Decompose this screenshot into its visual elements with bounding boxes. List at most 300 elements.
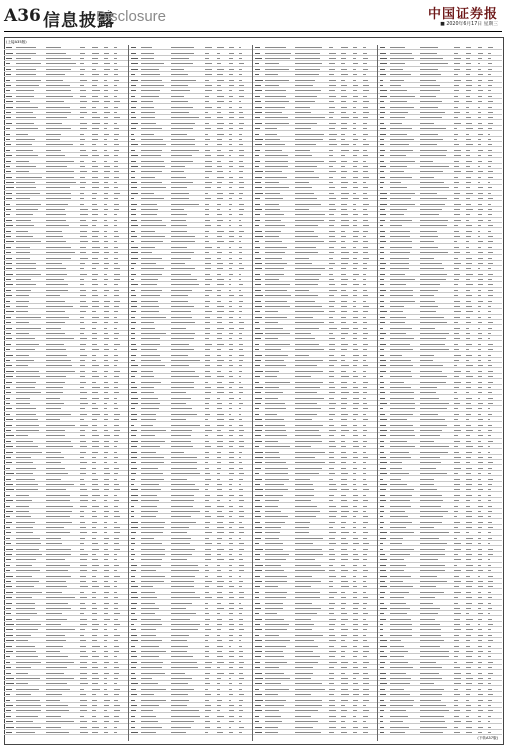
table-cell-text — [420, 662, 436, 663]
table-cell-text — [454, 716, 460, 717]
table-cell-text — [420, 117, 442, 118]
table-cell-text — [80, 646, 86, 647]
table-cell-text — [205, 592, 210, 593]
table-cell-text — [80, 446, 87, 447]
table-cell-text — [141, 301, 159, 302]
table-cell-text — [255, 484, 260, 485]
table-cell-text — [92, 576, 96, 577]
table-cell-text — [380, 581, 385, 582]
table-cell-text — [239, 144, 244, 145]
table-cell-text — [329, 597, 334, 598]
table-cell-text — [92, 247, 100, 248]
table-cell-text — [229, 721, 235, 722]
table-cell-text — [46, 161, 74, 162]
table-cell-text — [454, 635, 459, 636]
table-cell-text — [16, 538, 40, 539]
table-cell-text — [229, 716, 234, 717]
table-cell-text — [217, 576, 223, 577]
table-cell-text — [488, 500, 491, 501]
table-cell-text — [466, 80, 473, 81]
table-cell-text — [114, 279, 120, 280]
table-cell-text — [265, 538, 279, 539]
table-cell-text — [329, 58, 336, 59]
table-cell-text — [353, 624, 358, 625]
table-cell-text — [478, 565, 482, 566]
table-cell-text — [329, 516, 336, 517]
table-cell-text — [80, 629, 85, 630]
table-cell-text — [380, 689, 386, 690]
table-cell-text — [104, 673, 109, 674]
table-cell-text — [488, 538, 493, 539]
table-cell-text — [488, 597, 493, 598]
table-cell-text — [454, 258, 458, 259]
table-cell-text — [239, 231, 245, 232]
table-cell-text — [454, 673, 462, 674]
table-cell-text — [255, 333, 263, 334]
table-cell-text — [131, 209, 137, 210]
table-cell-text — [114, 171, 119, 172]
table-cell-text — [141, 619, 162, 620]
table-cell-text — [466, 90, 472, 91]
table-cell-text — [466, 166, 470, 167]
table-cell-text — [239, 727, 245, 728]
table-cell-text — [80, 74, 84, 75]
table-cell-text — [255, 128, 260, 129]
table-cell-text — [217, 468, 221, 469]
table-cell-text — [46, 101, 64, 102]
table-cell-text — [466, 139, 472, 140]
table-cell-text — [92, 252, 99, 253]
table-cell-text — [114, 667, 119, 668]
table-cell-text — [92, 629, 98, 630]
table-cell-text — [80, 85, 84, 86]
table-cell-text — [80, 360, 85, 361]
table-cell-text — [255, 710, 262, 711]
table-cell-text — [466, 667, 471, 668]
table-cell-text — [16, 274, 41, 275]
table-cell-text — [141, 187, 167, 188]
table-cell-text — [363, 425, 366, 426]
table-cell-text — [454, 592, 462, 593]
table-cell-text — [488, 225, 493, 226]
table-cell-text — [265, 139, 280, 140]
table-cell-text — [6, 516, 10, 517]
table-cell-text — [295, 274, 321, 275]
table-cell-text — [363, 721, 366, 722]
table-cell-text — [454, 376, 459, 377]
table-cell-text — [141, 721, 158, 722]
table-cell-text — [295, 80, 315, 81]
table-cell-text — [478, 328, 481, 329]
table-cell-text — [229, 63, 233, 64]
table-cell-text — [114, 328, 117, 329]
table-cell-text — [420, 290, 438, 291]
table-cell-text — [255, 344, 259, 345]
table-cell-text — [295, 425, 323, 426]
table-cell-text — [341, 209, 347, 210]
table-cell-text — [255, 177, 262, 178]
table-cell-text — [114, 182, 117, 183]
table-cell-text — [329, 80, 336, 81]
table-cell-text — [466, 247, 470, 248]
table-cell-text — [141, 430, 166, 431]
table-cell-text — [454, 177, 459, 178]
table-cell-text — [390, 624, 413, 625]
table-cell-text — [114, 586, 117, 587]
table-cell-text — [478, 435, 484, 436]
table-cell-text — [295, 473, 319, 474]
table-cell-text — [171, 581, 195, 582]
table-cell-text — [92, 662, 97, 663]
table-cell-text — [217, 247, 221, 248]
table-cell-text — [380, 150, 386, 151]
table-cell-text — [92, 651, 96, 652]
table-cell-text — [255, 284, 261, 285]
table-cell-text — [131, 317, 135, 318]
table-cell-text — [6, 344, 11, 345]
table-cell-text — [217, 333, 222, 334]
table-cell-text — [46, 139, 60, 140]
table-cell-text — [265, 258, 282, 259]
table-cell-text — [80, 522, 85, 523]
table-cell-text — [239, 586, 243, 587]
table-cell-text — [229, 468, 234, 469]
table-cell-text — [420, 311, 436, 312]
table-cell-text — [265, 123, 289, 124]
table-cell-text — [205, 117, 211, 118]
table-cell-text — [255, 69, 260, 70]
table-cell-text — [141, 608, 159, 609]
table-cell-text — [466, 468, 472, 469]
table-cell-text — [329, 484, 336, 485]
table-cell-text — [390, 338, 415, 339]
table-cell-text — [380, 489, 387, 490]
table-cell-text — [295, 252, 318, 253]
table-cell-text — [380, 640, 387, 641]
table-cell-text — [363, 198, 368, 199]
table-cell-text — [454, 597, 458, 598]
table-cell-text — [353, 306, 356, 307]
table-cell-text — [114, 241, 117, 242]
table-cell-text — [454, 559, 462, 560]
table-cell-text — [131, 274, 136, 275]
table-cell-text — [141, 387, 154, 388]
table-cell-text — [171, 419, 186, 420]
table-cell-text — [141, 117, 156, 118]
table-cell-text — [131, 705, 137, 706]
table-cell-text — [390, 317, 406, 318]
table-cell-text — [353, 128, 356, 129]
table-cell-text — [454, 640, 460, 641]
table-cell-text — [363, 193, 367, 194]
table-cell-text — [488, 419, 491, 420]
table-cell-text — [205, 495, 210, 496]
table-cell-text — [239, 549, 244, 550]
table-cell-text — [380, 90, 388, 91]
table-cell-text — [46, 123, 62, 124]
table-cell-text — [104, 511, 109, 512]
table-cell-text — [466, 554, 473, 555]
table-cell-text — [380, 538, 386, 539]
table-cell-text — [329, 473, 335, 474]
table-cell-text — [80, 177, 85, 178]
table-cell-text — [80, 506, 87, 507]
table-cell-text — [92, 554, 96, 555]
table-cell-text — [205, 241, 209, 242]
table-cell-text — [217, 419, 224, 420]
table-cell-text — [353, 53, 357, 54]
table-cell-text — [329, 225, 334, 226]
table-cell-text — [104, 651, 108, 652]
table-cell-text — [205, 301, 210, 302]
table-cell-text — [390, 419, 407, 420]
table-cell-text — [478, 732, 483, 733]
table-cell-text — [46, 484, 74, 485]
table-cell-text — [6, 667, 11, 668]
table-cell-text — [363, 511, 366, 512]
table-cell-text — [80, 640, 86, 641]
table-cell-text — [390, 279, 415, 280]
table-cell-text — [16, 732, 35, 733]
table-cell-text — [390, 640, 402, 641]
table-cell-text — [363, 328, 367, 329]
table-cell-text — [329, 689, 335, 690]
table-cell-text — [205, 101, 209, 102]
table-cell-text — [114, 398, 117, 399]
table-cell-text — [329, 500, 333, 501]
table-cell-text — [380, 258, 385, 259]
table-cell-text — [295, 311, 324, 312]
table-cell-text — [80, 398, 87, 399]
table-cell-text — [46, 344, 64, 345]
table-cell-text — [141, 419, 156, 420]
table-cell-text — [353, 457, 358, 458]
table-cell-text — [217, 516, 225, 517]
table-cell-text — [92, 506, 99, 507]
table-cell-text — [239, 705, 243, 706]
table-cell-text — [380, 139, 384, 140]
table-cell-text — [16, 63, 41, 64]
table-cell-text — [46, 220, 66, 221]
table-cell-text — [114, 123, 117, 124]
table-cell-text — [141, 716, 157, 717]
table-cell-text — [295, 608, 321, 609]
table-cell-text — [390, 554, 411, 555]
table-cell-text — [478, 209, 483, 210]
table-cell-text — [466, 592, 472, 593]
table-cell-text — [6, 656, 10, 657]
table-cell-text — [390, 382, 405, 383]
table-cell-text — [171, 236, 196, 237]
table-cell-text — [454, 209, 461, 210]
table-cell-text — [454, 484, 460, 485]
table-cell-text — [420, 489, 437, 490]
table-cell-text — [363, 457, 368, 458]
table-cell-text — [265, 673, 284, 674]
table-cell-text — [329, 398, 334, 399]
table-cell-text — [353, 689, 359, 690]
table-cell-text — [363, 727, 368, 728]
table-cell-text — [295, 134, 324, 135]
table-cell-text — [353, 333, 357, 334]
table-cell-text — [141, 123, 156, 124]
table-cell-text — [255, 667, 260, 668]
table-cell-text — [131, 732, 138, 733]
table-cell-text — [92, 85, 97, 86]
table-cell-text — [363, 430, 367, 431]
table-cell-text — [420, 446, 449, 447]
table-cell-text — [6, 662, 10, 663]
table-cell-text — [114, 554, 117, 555]
table-cell-text — [390, 247, 413, 248]
table-cell-text — [353, 538, 358, 539]
table-cell-text — [295, 392, 317, 393]
table-cell-text — [46, 667, 67, 668]
table-cell-text — [205, 182, 213, 183]
table-cell-text — [295, 144, 316, 145]
table-cell-text — [466, 565, 473, 566]
table-cell-text — [92, 360, 96, 361]
table-cell-text — [454, 646, 459, 647]
table-cell-text — [341, 716, 346, 717]
table-cell-text — [255, 694, 262, 695]
table-cell-text — [92, 47, 98, 48]
issue-date: ■ 2020年6月17日 星期三 — [440, 22, 498, 27]
table-cell-text — [265, 522, 285, 523]
table-cell-text — [217, 90, 223, 91]
table-cell-text — [454, 117, 459, 118]
table-cell-text — [295, 58, 320, 59]
table-cell-text — [466, 161, 472, 162]
table-cell-text — [380, 473, 387, 474]
table-cell-text — [420, 279, 447, 280]
table-cell-text — [454, 511, 458, 512]
table-cell-text — [131, 516, 135, 517]
table-cell-text — [265, 705, 284, 706]
table-cell-text — [239, 209, 245, 210]
table-cell-text — [255, 252, 259, 253]
table-cell-text — [255, 47, 260, 48]
table-cell-text — [478, 425, 484, 426]
table-cell-text — [46, 468, 65, 469]
table-cell-text — [478, 317, 481, 318]
table-cell-text — [80, 624, 87, 625]
table-cell-text — [295, 549, 322, 550]
table-cell-text — [92, 279, 97, 280]
table-cell-text — [131, 166, 138, 167]
table-cell-text — [217, 214, 222, 215]
table-cell-text — [114, 209, 119, 210]
table-cell-text — [255, 139, 263, 140]
table-cell-text — [205, 128, 212, 129]
table-cell-text — [380, 225, 384, 226]
table-cell-text — [341, 274, 346, 275]
table-cell-text — [217, 317, 222, 318]
table-cell-text — [295, 538, 323, 539]
table-cell-text — [239, 53, 243, 54]
table-cell-text — [131, 392, 137, 393]
table-cell-text — [171, 603, 192, 604]
table-cell-text — [353, 441, 358, 442]
table-cell-text — [390, 349, 414, 350]
table-cell-text — [488, 554, 494, 555]
table-cell-text — [239, 489, 243, 490]
table-cell-text — [341, 710, 347, 711]
table-cell-text — [353, 204, 356, 205]
table-cell-text — [488, 727, 492, 728]
table-cell-text — [420, 419, 446, 420]
table-cell-text — [420, 134, 439, 135]
table-cell-text — [92, 268, 96, 269]
table-cell-text — [390, 576, 412, 577]
table-cell-text — [6, 117, 11, 118]
table-cell-text — [466, 716, 470, 717]
table-cell-text — [114, 479, 117, 480]
table-cell-text — [141, 355, 160, 356]
table-cell-text — [171, 495, 194, 496]
table-cell-text — [420, 69, 439, 70]
table-cell-text — [341, 349, 347, 350]
table-cell-text — [341, 182, 348, 183]
table-cell-text — [6, 489, 14, 490]
table-cell-text — [466, 74, 470, 75]
table-cell-text — [454, 435, 458, 436]
table-cell-text — [16, 495, 29, 496]
table-cell-text — [239, 532, 244, 533]
table-cell-text — [265, 171, 282, 172]
table-cell-text — [380, 198, 387, 199]
table-cell-text — [92, 349, 99, 350]
table-cell-text — [363, 204, 369, 205]
table-cell-text — [454, 306, 461, 307]
table-cell-text — [114, 90, 118, 91]
table-cell-text — [478, 214, 483, 215]
table-cell-text — [104, 328, 107, 329]
table-cell-text — [229, 171, 232, 172]
table-cell-text — [420, 214, 440, 215]
table-cell-text — [265, 619, 284, 620]
table-cell-text — [329, 387, 335, 388]
table-cell-text — [46, 408, 61, 409]
table-cell-text — [229, 576, 232, 577]
table-cell-text — [390, 171, 404, 172]
table-cell-text — [239, 69, 242, 70]
table-cell-text — [205, 732, 209, 733]
table-cell-text — [353, 252, 358, 253]
table-cell-text — [454, 468, 462, 469]
table-cell-text — [92, 532, 97, 533]
table-cell-text — [255, 716, 259, 717]
table-cell-text — [104, 549, 108, 550]
table-cell-text — [141, 635, 156, 636]
table-cell-text — [92, 592, 96, 593]
table-cell-text — [46, 597, 75, 598]
table-cell-text — [478, 462, 483, 463]
table-cell-text — [420, 193, 438, 194]
table-cell-text — [466, 204, 471, 205]
table-cell-text — [104, 177, 109, 178]
table-cell-text — [239, 522, 242, 523]
table-cell-text — [171, 290, 193, 291]
table-cell-text — [80, 187, 85, 188]
table-cell-text — [131, 673, 135, 674]
table-cell-text — [295, 231, 314, 232]
table-cell-text — [16, 441, 33, 442]
table-cell-text — [217, 338, 222, 339]
table-cell-text — [16, 80, 41, 81]
table-cell-text — [205, 338, 209, 339]
table-cell-text — [141, 500, 160, 501]
